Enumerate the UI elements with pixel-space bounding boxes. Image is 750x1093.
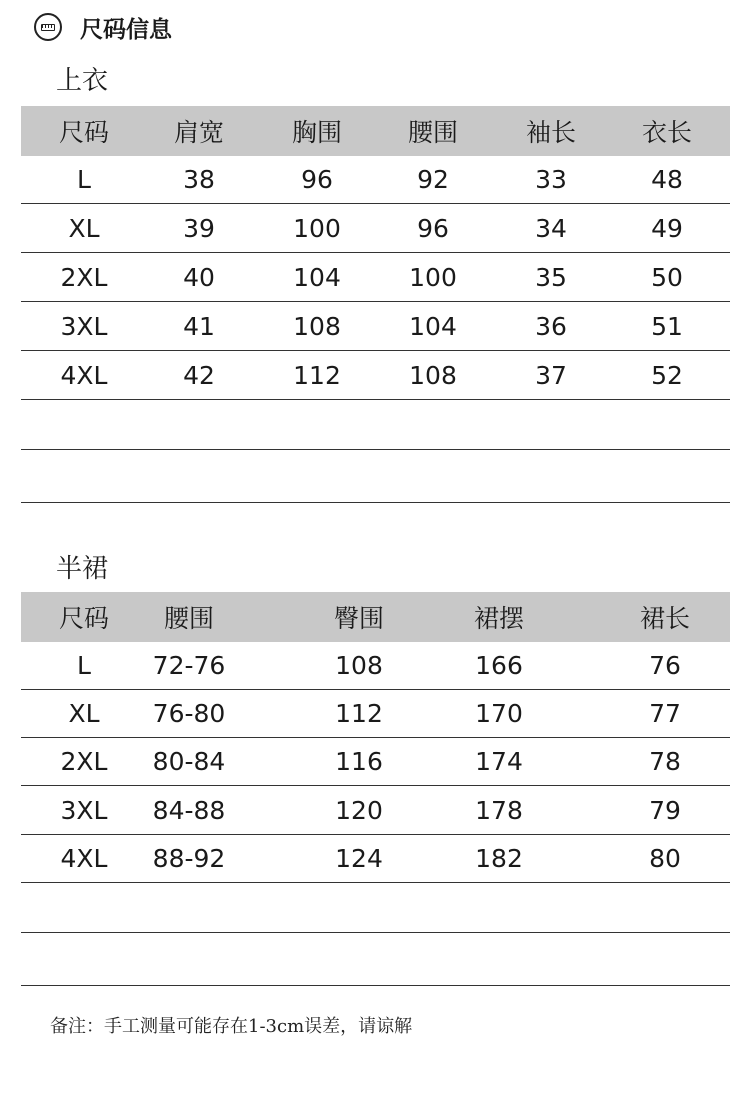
table-row — [21, 156, 730, 204]
table-cell: 100 — [293, 213, 341, 243]
table-cell: 80-84 — [152, 747, 226, 776]
table-cell: 124 — [335, 844, 383, 873]
table-cell: L — [77, 165, 91, 194]
table-cell: 39 — [183, 213, 215, 243]
table-cell: 35 — [535, 262, 567, 292]
column-header: 裙摆 — [473, 604, 524, 633]
skirt-section-title: 半裙 — [56, 554, 109, 584]
table-cell: 108 — [335, 651, 383, 680]
table-cell: 50 — [651, 262, 683, 292]
table-cell: 108 — [293, 311, 341, 341]
table-cell: 78 — [649, 747, 681, 776]
table-cell: XL — [68, 699, 100, 728]
table-cell: 33 — [535, 165, 567, 194]
table-cell: 38 — [183, 165, 215, 194]
column-header: 胸围 — [291, 118, 342, 147]
empty-table-row — [21, 450, 730, 503]
table-cell: 76-80 — [152, 699, 226, 728]
column-header: 尺码 — [58, 118, 109, 147]
page-header — [34, 10, 172, 44]
table-row — [21, 786, 730, 835]
table-cell: 37 — [535, 360, 567, 390]
table-cell: 104 — [293, 262, 341, 292]
table-cell: 96 — [301, 165, 333, 194]
table-cell: 42 — [183, 360, 215, 390]
column-header: 臀围 — [333, 604, 384, 633]
top-section-title: 上衣 — [56, 66, 109, 96]
empty-table-row — [21, 933, 730, 986]
table-cell: 104 — [409, 311, 457, 341]
table-cell: 2XL — [60, 262, 108, 292]
table-cell: 36 — [535, 311, 567, 341]
table-row — [21, 690, 730, 738]
measurement-note: 备注：手工测量可能存在1-3cm误差，请谅解 — [50, 1016, 413, 1037]
table-row — [21, 351, 730, 400]
table-cell: 48 — [651, 165, 683, 194]
table-cell: 174 — [475, 747, 523, 776]
skirt-size-table — [21, 592, 730, 986]
table-cell: 79 — [649, 795, 681, 825]
top-size-table — [21, 106, 730, 503]
table-cell: 182 — [475, 844, 523, 873]
column-header: 肩宽 — [173, 118, 224, 147]
column-header: 尺码 — [58, 604, 109, 633]
table-header-row — [21, 106, 730, 156]
table-cell: 120 — [335, 795, 383, 825]
table-cell: 166 — [475, 651, 523, 680]
table-cell: L — [77, 651, 91, 680]
table-cell: 100 — [409, 262, 457, 292]
column-header: 腰围 — [163, 604, 214, 633]
table-cell: XL — [68, 213, 100, 243]
page-title: 尺码信息 — [80, 16, 172, 43]
table-cell: 3XL — [60, 795, 108, 825]
table-cell: 92 — [417, 165, 449, 194]
column-header: 腰围 — [407, 118, 458, 147]
empty-table-row — [21, 400, 730, 450]
column-header: 裙长 — [639, 604, 690, 633]
table-cell: 76 — [649, 651, 681, 680]
table-row — [21, 738, 730, 786]
table-header-row — [21, 592, 730, 642]
table-row — [21, 835, 730, 883]
table-cell: 77 — [649, 699, 681, 728]
table-cell: 49 — [651, 213, 683, 243]
table-cell: 2XL — [60, 747, 108, 776]
ruler-icon — [34, 13, 62, 41]
table-cell: 52 — [651, 360, 683, 390]
table-cell: 112 — [293, 360, 341, 390]
table-cell: 88-92 — [152, 844, 226, 873]
table-cell: 170 — [475, 699, 523, 728]
table-cell: 3XL — [60, 311, 108, 341]
table-cell: 51 — [651, 311, 683, 341]
column-header: 袖长 — [525, 118, 576, 147]
table-cell: 41 — [183, 311, 215, 341]
table-row — [21, 204, 730, 253]
table-row — [21, 253, 730, 302]
table-cell: 84-88 — [152, 795, 226, 825]
table-cell: 80 — [649, 844, 681, 873]
table-cell: 116 — [335, 747, 383, 776]
table-cell: 72-76 — [152, 651, 226, 680]
table-cell: 108 — [409, 360, 457, 390]
table-cell: 4XL — [60, 844, 108, 873]
table-row — [21, 302, 730, 351]
table-cell: 96 — [417, 213, 449, 243]
table-cell: 34 — [535, 213, 567, 243]
table-cell: 40 — [183, 262, 215, 292]
table-cell: 178 — [475, 795, 523, 825]
column-header: 衣长 — [641, 118, 692, 147]
table-cell: 112 — [335, 699, 383, 728]
empty-table-row — [21, 883, 730, 933]
table-row — [21, 642, 730, 690]
table-cell: 4XL — [60, 360, 108, 390]
